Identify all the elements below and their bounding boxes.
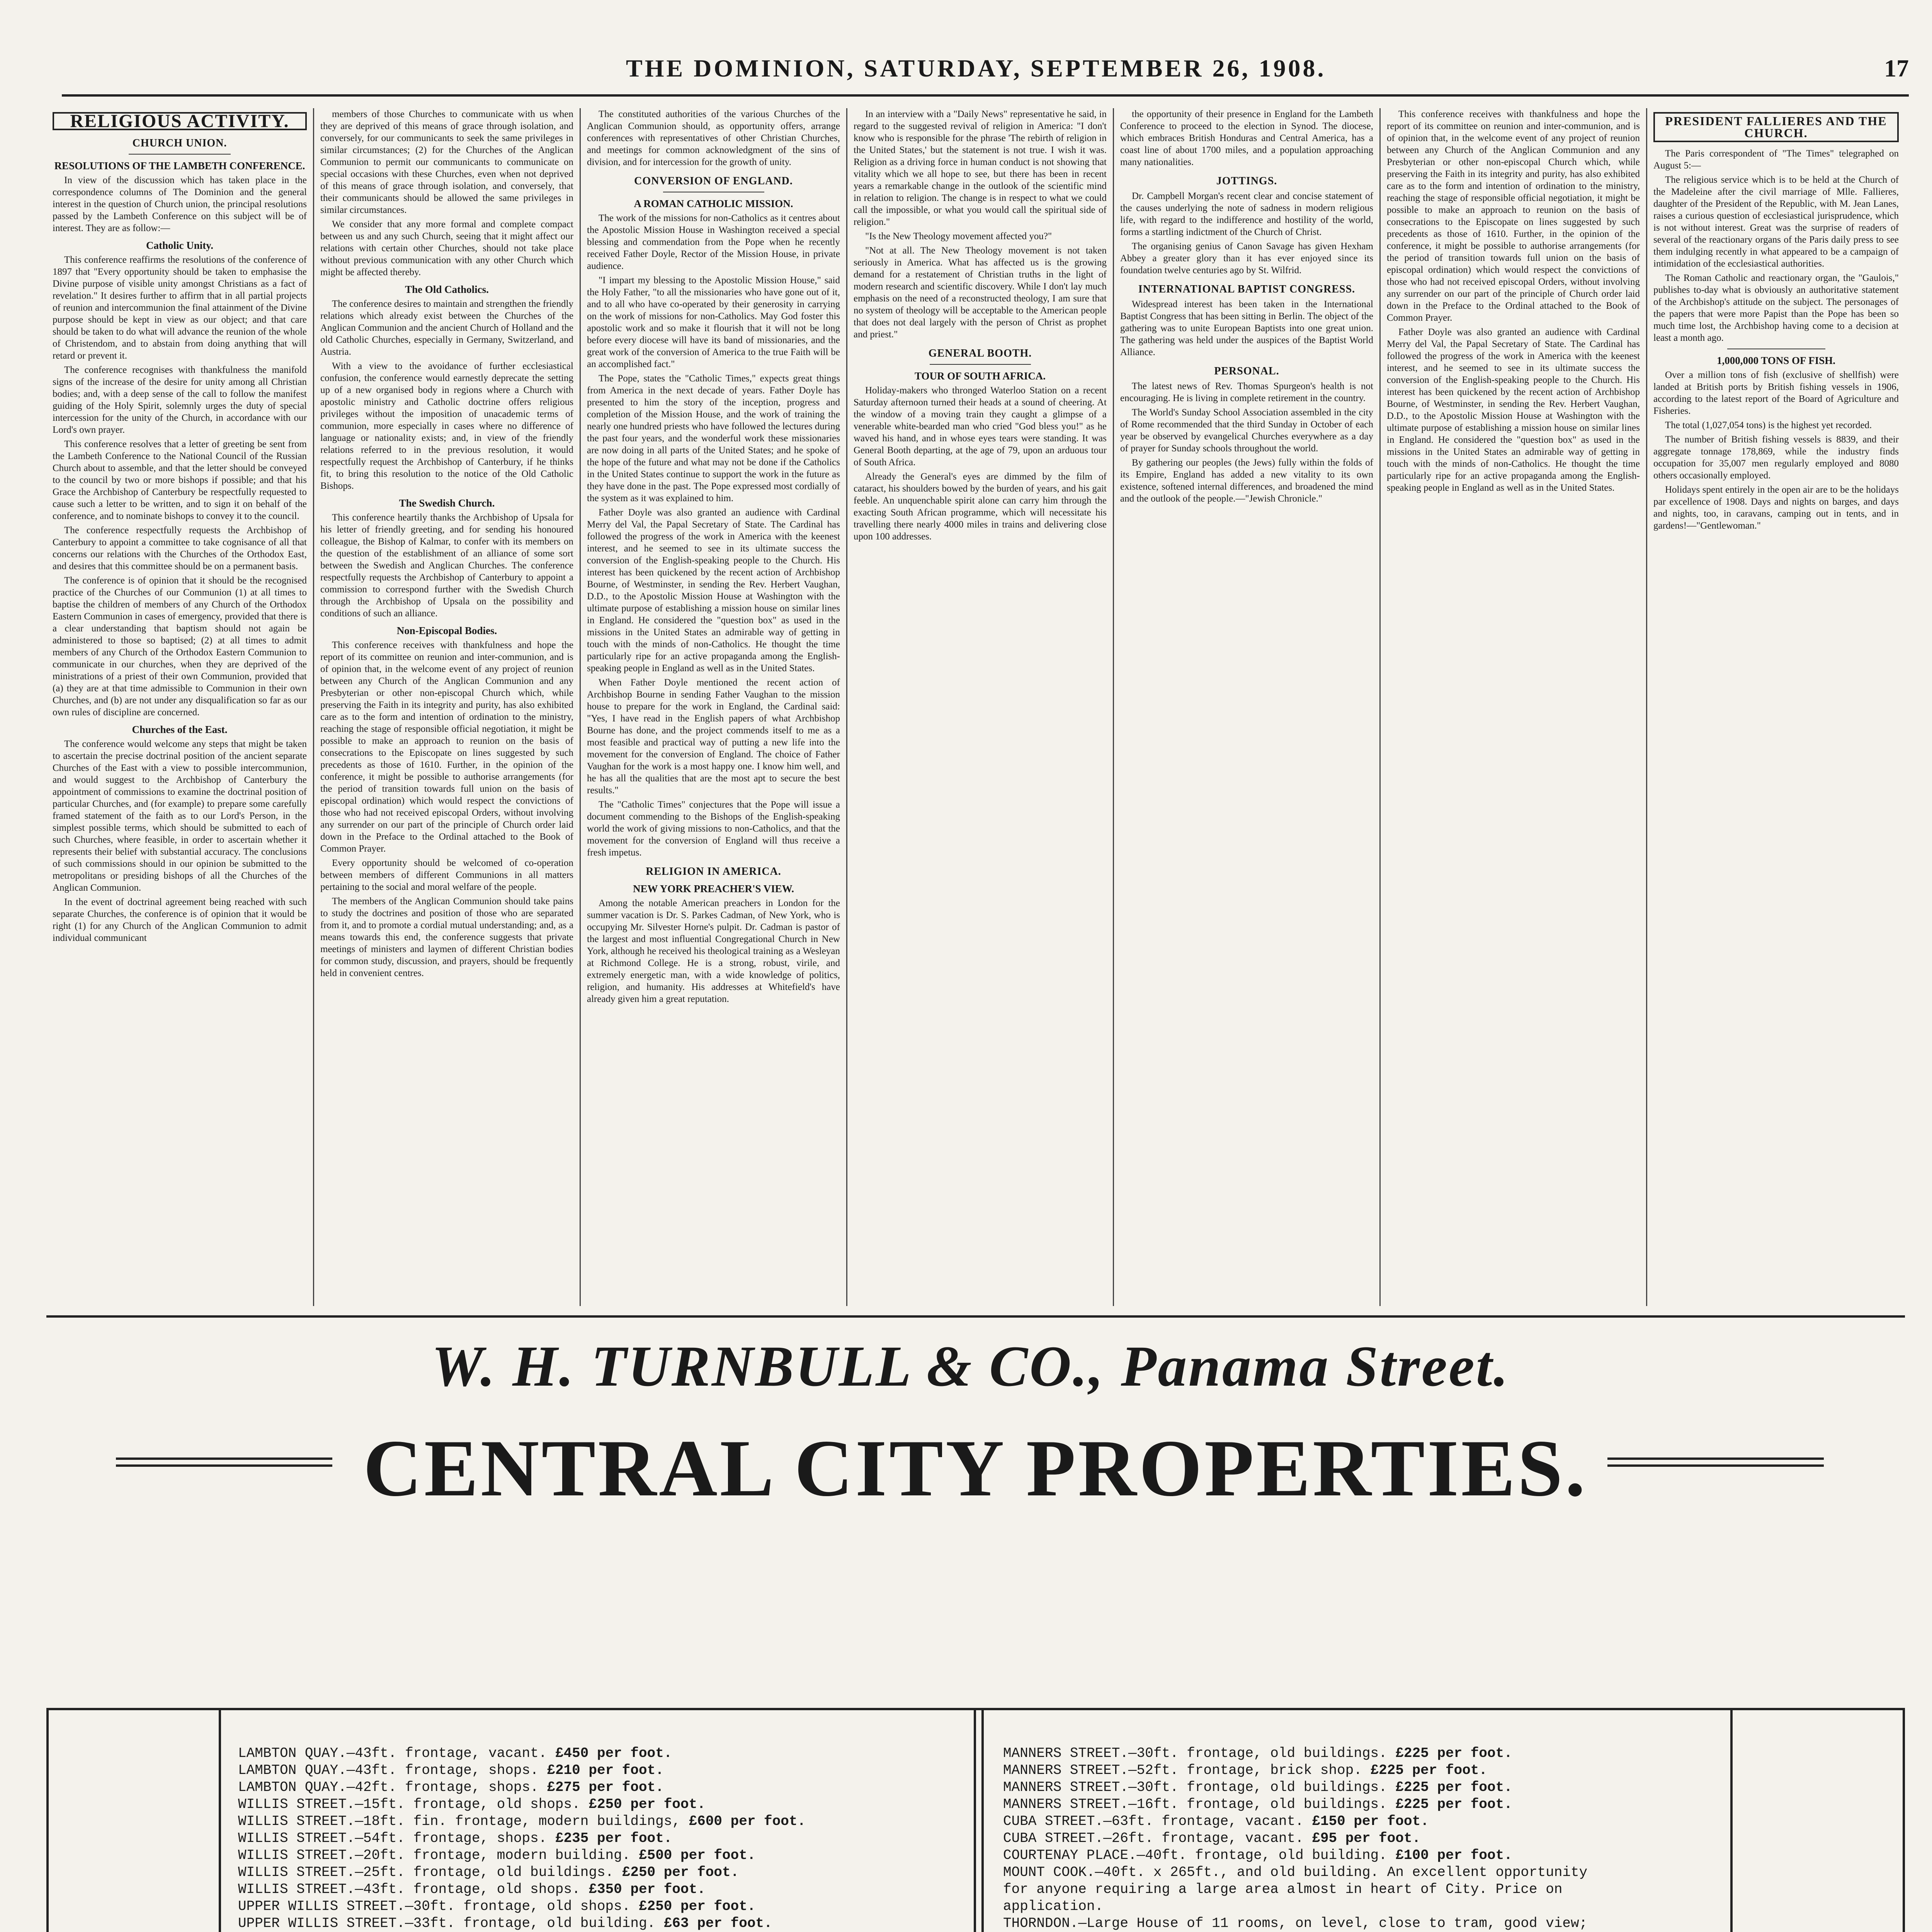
property-price: £225 per foot. <box>1395 1745 1512 1761</box>
subhead: Catholic Unity. <box>146 240 213 251</box>
decorative-divider <box>974 1710 976 1932</box>
page-number: 17 <box>1884 54 1909 82</box>
property-price: £225 per foot. <box>1395 1779 1512 1795</box>
subhead: Churches of the East. <box>132 724 228 735</box>
property-location: LAMBTON QUAY.—43ft. frontage, vacant. <box>238 1745 547 1761</box>
paragraph: Dr. Campbell Morgan's recent clear and concise statement of the causes underlying the note of sadness in modern religious life, with regard to the indifference and hostility of the world, forms a startling indictment of the Church of Christ. <box>1120 191 1373 237</box>
property-row <box>238 1915 806 1932</box>
property-row <box>1003 1813 1587 1830</box>
paragraph: With a view to the avoidance of further ecclesiastical confusion, the conference would earnestly deprecate the setting up of a new organised body in regions where a Church with apostolic ministry and Catholic doctrine offers religious privileges without the imposition of unacademic terms of communion, more especially in cases where no difference of language or nationality exists; and, in view of the friendly relations referred to in the previous resolution, it would respectfully request the Archbishop of Canterbury, if he thinks fit, to bring this resolution to the notice of the Old Catholic Bishops. <box>320 361 573 491</box>
paragraph: members of those Churches to communicate with us when they are deprived of this means of grace through isolation, and conversely, for our communicants to seek the same privileges in similar circumstances; (2) for the Churches of the Anglican Communion to permit our communicants to communicate on special occasions with these Churches, even when not deprived of this means of grace through isolation, and conversely, that their communicants should be allowed the same privileges in similar circumstances. <box>320 109 573 215</box>
property-price: £100 per foot. <box>1395 1847 1512 1863</box>
paragraph: In view of the discussion which has taken place in the correspondence columns of The Dominion and the general interest in the question of Church union, the principal resolutions passed by the Lambeth Conference on this subject will be of interest. They are as follow:— <box>53 175 307 233</box>
property-price: £95 per foot. <box>1312 1830 1421 1846</box>
subhead: PERSONAL. <box>1214 365 1279 377</box>
paragraph: Among the notable American preachers in London for the summer vacation is Dr. S. Parkes Cadman, of New York, who is occupying Mr. Silvester Horne's pulpit. Dr. Cadman is pastor of the largest and most influential Congregational Church in New York, although he received his theological training as a Wesleyan at Richmond College. He is a strong, robust, virile, and extremely energetic man, with a wide knowledge of politics, religion, and humanity. His addresses at Whitefield's have already given him a great reputation. <box>587 898 840 1004</box>
property-location: MANNERS STREET.—52ft. frontage, brick shop. <box>1003 1762 1362 1778</box>
paragraph: When Father Doyle mentioned the recent action of Archbishop Bourne in sending Father Vaughan to the mission house to prepare for the work in England, the Cardinal said: "Yes, I have read in the English papers of what Archbishop Bourne has done, and the project commends itself to me as a most feasible and practical way of putting a new life into the movement for the conversion of England. The choice of Father Vaughan for the work is a most happy one. I know him well, and he has all the qualities that are the most apt to secure the best results." <box>587 677 840 796</box>
property-row <box>1003 1915 1587 1932</box>
property-price: £250 per foot. <box>638 1898 756 1914</box>
property-row <box>1003 1864 1587 1881</box>
central-city-header <box>116 1422 1824 1513</box>
property-price: £350 per foot. <box>588 1881 706 1897</box>
property-row <box>1003 1830 1587 1847</box>
column-2 <box>313 108 580 1306</box>
subhead: 1,000,000 TONS OF FISH. <box>1716 355 1836 366</box>
column-5 <box>1113 108 1379 1306</box>
decorative-divider <box>219 1710 221 1932</box>
paragraph: The Pope, states the "Catholic Times," expects great things from America in the next decade of years. Father Doyle has presented to him the story of the inception, progress and completion of the Mission House, and the work of training the nearly one hundred priests who have followed the lectures during the past four years, and the wonderful work these missionaries are now doing in all parts of the United States; and he spoke of the hope of the future and what may not be done if the Catholics in the United States continue to support the work in the future as they have done in the past. The Pope expressed most cordially of the system as it was explained to him. <box>587 373 840 503</box>
paragraph: The members of the Anglican Communion should take pains to study the doctrines and position of those who are separated from it, and to promote a cordial mutual understanding; and, as a means towards this end, the conference suggests that private meetings of ministers and laymen of different Christian bodies for common study, discussion, and prayers, should be frequently held in convenient centres. <box>320 896 573 978</box>
paragraph: In an interview with a "Daily News" representative he said, in regard to the suggested revival of religion in America: "I don't know who is responsible for the phrase 'The rebirth of religion in the United States,' but the statement is not true. I wish it was. Religion as a driving force in human conduct is not showing that vitality which we all hope to see, but there has been in recent years a remarkable change in the outlook of the scientific mind in relation to religion. The change is in respect to what we could call the impossible, or what you would call the spiritual side of religion." <box>854 109 1107 227</box>
advertiser-banner: W. H. TURNBULL & CO., Panama Street. <box>432 1334 1510 1398</box>
property-price: £450 per foot. <box>555 1745 672 1761</box>
paragraph: We consider that any more formal and complete compact between us and any such Church, seeing that it might affect our relations with certain other Churches, should not take place without previous communication with any other Church which might be affected thereby. <box>320 219 573 277</box>
subhead: GENERAL BOOTH. <box>928 347 1032 359</box>
paragraph: This conference heartily thanks the Archbishop of Upsala for his letter of friendly greeting, and for sending his honoured colleague, the Bishop of Kalmar, to confer with its members on the question of the establishment of an alliance of some sort between the Swedish and Anglican Churches. The conference respectfully requests the Archbishop of Canterbury to appoint a commission to correspond further with the Swedish Church through the Archbishop of Upsala on the possibility and conditions of such an alliance. <box>320 512 573 619</box>
property-location: CUBA STREET.—26ft. frontage, vacant. <box>1003 1830 1304 1846</box>
property-list-box <box>46 1708 1905 1932</box>
central-city-title: CENTRAL CITY PROPERTIES. <box>363 1423 1588 1513</box>
property-row <box>1003 1881 1587 1898</box>
property-location: WILLIS STREET.—20ft. frontage, modern building. <box>238 1847 631 1863</box>
paragraph: This conference reaffirms the resolutions of the conference of 1897 that "Every opportunity should be taken to emphasise the Divine purpose of visible unity amongst Christians as a fact of revelation." It desires further to affirm that in all partial projects of reunion and intercommunion the final attainment of the Divine purpose should be kept in view as our object; and that care should be taken to do what will advance the reunion of the whole of Christendom, and to abstain from doing anything that will retard or prevent it. <box>53 255 307 361</box>
paragraph: The total (1,027,054 tons) is the highest yet recorded. <box>1665 420 1872 430</box>
property-row <box>238 1847 806 1864</box>
property-location: MOUNT COOK.—40ft. x 265ft., and old building. An excellent opportunity <box>1003 1864 1588 1880</box>
property-location: CUBA STREET.—63ft. frontage, vacant. <box>1003 1813 1304 1829</box>
property-price: £225 per foot. <box>1370 1762 1488 1778</box>
property-location: WILLIS STREET.—43ft. frontage, old shops. <box>238 1881 580 1897</box>
paragraph: The conference desires to maintain and strengthen the friendly relations which already exist between the Churches of the Anglican Communion and the ancient Church of Holland and the old Catholic Churches, especially in Germany, Switzerland, and Austria. <box>320 299 573 357</box>
paragraph: The conference would welcome any steps that might be taken to ascertain the precise doctrinal position of the ancient separate Churches of the East with a view to possible intercommunion, and would suggest to the Archbishop of Canterbury the appointment of commissions to examine the doctrinal position of particular Churches, and (for example) to prepare some carefully framed statement of the faith as to our Lord's Person, in the simplest possible terms, which should be submitted to each of such Churches, where feasible, in order to ascertain whether it represents their belief with substantial accuracy. The conclusions of such commissions should in our opinion be submitted to the metropolitans or presiding bishops of all the Churches of the Anglican Communion. <box>53 739 307 893</box>
subhead: A ROMAN CATHOLIC MISSION. <box>634 198 793 209</box>
property-price: £275 per foot. <box>547 1779 664 1795</box>
property-row <box>238 1864 806 1881</box>
paragraph: The conference is of opinion that it should be the recognised practice of the Churches of our Communion (1) at all times to baptise the children of members of any Church of the Orthodox Eastern Communion in cases of emergency, provided that there is a clear understanding that baptism should not again be administered to those so baptised; (2) at all times to admit members of any Church of the Orthodox Eastern Communion to communicate in our churches, when they are deprived of the ministrations of a priest of their own Communion, provided that (a) they are at that time admissible to Communion in their own Churches, and (b) are not under any disqualification so far as our own rules of discipline are concerned. <box>53 575 307 718</box>
paragraph: The Roman Catholic and reactionary organ, the "Gaulois," publishes to-day what is obviously an authoritative statement of the Archbishop's attitude on the subject. The personages of the papers that were more Papist than the Pope has been so much time lost, the Archbishop having come to a decision at least a month ago. <box>1653 273 1899 343</box>
news-columns <box>46 100 1905 1318</box>
property-location: WILLIS STREET.—15ft. frontage, old shops. <box>238 1796 580 1812</box>
property-price: £250 per foot. <box>588 1796 706 1812</box>
paragraph: The number of British fishing vessels is 8839, and their aggregate tonnage 178,869, while the industry finds occupation for 35,007 men regularly employed and 8080 others occasionally employed. <box>1653 434 1899 481</box>
paragraph: In the event of doctrinal agreement being reached with such separate Churches, the conference is of opinion that it would be right (1) for any Church of the Anglican Communion to admit individual communicant <box>53 897 307 943</box>
property-location: UPPER WILLIS STREET.—30ft. frontage, old shops. <box>238 1898 631 1914</box>
subhead: NEW YORK PREACHER'S VIEW. <box>633 883 794 895</box>
property-row <box>1003 1762 1587 1779</box>
property-row <box>238 1779 806 1796</box>
paragraph: The Paris correspondent of "The Times" telegraphed on August 5:— <box>1653 148 1899 171</box>
property-price: £250 per foot. <box>622 1864 739 1880</box>
property-row <box>238 1796 806 1813</box>
property-location: COURTENAY PLACE.—40ft. frontage, old building. <box>1003 1847 1387 1863</box>
property-row <box>238 1881 806 1898</box>
property-row <box>238 1813 806 1830</box>
property-row <box>1003 1779 1587 1796</box>
paragraph: The organising genius of Canon Savage has given Hexham Abbey a greater glory than it has ever enjoyed since its foundation twelve centuries ago by St. Wilfrid. <box>1120 241 1373 276</box>
subhead: RESOLUTIONS OF THE LAMBETH CONFERENCE. <box>54 160 305 172</box>
subhead: Non-Episcopal Bodies. <box>396 625 497 636</box>
property-row <box>238 1830 806 1847</box>
property-location: for anyone requiring a large area almost in heart of City. Price on <box>1003 1881 1563 1897</box>
property-price: £235 per foot. <box>555 1830 672 1846</box>
subhead: The Old Catholics. <box>405 284 489 295</box>
property-price: £63 per foot. <box>663 1915 772 1931</box>
decorative-divider <box>1730 1710 1733 1932</box>
property-location: MANNERS STREET.—30ft. frontage, old buildings. <box>1003 1779 1387 1795</box>
property-row <box>1003 1796 1587 1813</box>
property-price: £150 per foot. <box>1312 1813 1429 1829</box>
paragraph: "I impart my blessing to the Apostolic Mission House," said the Holy Father, "to all the missionaries who have gone out of it, and to all who have co-operated by their generosity in carrying on the work of missions for non-Catholics. May God foster this apostolic work and so make it flourish that it will not be long before every diocese will have its band of missionaries, and the great work of the conversion of America to the true Faith will be an accomplished fact." <box>587 275 840 369</box>
decorative-divider <box>981 1710 984 1932</box>
paragraph: The conference recognises with thankfulness the manifold signs of the increase of the desire for unity among all Christian bodies; and, with a deep sense of the call to follow the manifest guiding of the Holy Spirit, solemnly urges the duty of special intercession for the unity of the Church, in accordance with our Lord's own prayer. <box>53 365 307 435</box>
property-location: WILLIS STREET.—25ft. frontage, old buildings. <box>238 1864 614 1880</box>
property-location: THORNDON.—Large House of 11 rooms, on level, close to tram, good view; <box>1003 1915 1588 1931</box>
property-row <box>238 1745 806 1762</box>
subhead: RELIGION IN AMERICA. <box>646 866 781 878</box>
masthead <box>62 54 1909 97</box>
property-location: UPPER WILLIS STREET.—33ft. frontage, old building. <box>238 1915 656 1931</box>
property-price: £225 per foot. <box>1395 1796 1512 1812</box>
property-location: WILLIS STREET.—54ft. frontage, shops. <box>238 1830 547 1846</box>
paragraph: The conference respectfully requests the Archbishop of Canterbury to appoint a committee to take cognisance of all that concerns our relations with the Churches of the Orthodox East, and desires that this committee should be on a permanent basis. <box>53 525 307 571</box>
section-title-box: RELIGIOUS ACTIVITY. <box>53 112 307 130</box>
property-row <box>1003 1847 1587 1864</box>
property-list-right <box>1003 1745 1587 1932</box>
column-7 <box>1646 108 1905 1306</box>
property-price: £210 per foot. <box>547 1762 664 1778</box>
paragraph: "Not at all. The New Theology movement is not taken seriously in America. What has affected us is the growing demand for a restatement of Christian truths in the light of modern research and scientific discovery. While I don't lay much emphasis on the need of a reconstructed theology, I am sure that no system of theology will be acceptable to the American people that does not deal largely with the person of Christ as prophet and priest." <box>854 245 1107 340</box>
paragraph: Father Doyle was also granted an audience with Cardinal Merry del Val, the Papal Secretary of State. The Cardinal has followed the progress of the work in America with the keenest interest, and he seemed to see in its ultimate success the conversion of the English-speaking people to the Church. His interest has been quickened by the recent action of Archbishop Bourne, of Westminster, in sending the Rev. Herbert Vaughan, D.D., to the Apostolic Mission House at Washington with the ultimate purpose of establishing a mission house on similar lines in England. He considered the "question box" as used in the missions in the United States an admirable way of getting in touch with the minds of non-Catholics. He thought the time particularly ripe for an active propaganda among the English-speaking people in England as well as in the United States. <box>587 507 840 673</box>
property-list-left <box>238 1745 806 1932</box>
property-price: £600 per foot. <box>689 1813 806 1829</box>
property-row <box>238 1762 806 1779</box>
paragraph: This conference receives with thankfulness and hope the report of its committee on reunion and inter-communion, and is of opinion that, in the welcome event of any project of reunion between any Church of the Anglican Communion and any Presbyterian or other non-episcopal Church which, while preserving the Faith in its integrity and purity, has also exhibited care as to the form and intention of ordination to the ministry, reaching the stage of responsible official negotiation, it might be possible to make an approach to reunion on the basis of consecrations to the Episcopate on lines suggested by such precedents as those of 1610. Further, in the opinion of the conference, it might be possible to authorise arrangements (for the period of transition towards full union on the basis of episcopal ordination) which would respect the convictions of those who had not received episcopal Orders, without involving any surrender on our part of the principle of Church order laid down in the Preface to the Ordinal attached to the Book of Common Prayer. <box>320 640 573 854</box>
subhead: TOUR OF SOUTH AFRICA. <box>914 370 1046 382</box>
property-location: MANNERS STREET.—16ft. frontage, old buildings. <box>1003 1796 1387 1812</box>
property-location: LAMBTON QUAY.—43ft. frontage, shops. <box>238 1762 539 1778</box>
property-row <box>1003 1898 1587 1915</box>
property-row <box>238 1898 806 1915</box>
property-price: £500 per foot. <box>638 1847 756 1863</box>
section-title-box: PRESIDENT FALLIERES AND THE CHURCH. <box>1653 112 1899 142</box>
paragraph: The "Catholic Times" conjectures that the Pope will issue a document commending to the Bishops of the English-speaking world the work of giving missions to non-Catholics, and that the movement for the conversion of England will thus receive a fresh impetus. <box>587 799 840 858</box>
paragraph: Already the General's eyes are dimmed by the film of cataract, his shoulders bowed by the burden of years, and his gait feeble. An unquenchable spirit alone can carry him through the exacting South African programme, which will necessitate his travelling there nearly 4000 miles in trains and delivering close upon 100 addresses. <box>854 471 1107 542</box>
paragraph: Over a million tons of fish (exclusive of shellfish) were landed at British ports by British fishing vessels in 1906, according to the latest report of the Board of Agriculture and Fisheries. <box>1653 370 1899 416</box>
column-1 <box>46 108 313 1306</box>
newspaper-date-line: THE DOMINION, SATURDAY, SEPTEMBER 26, 1908. <box>626 54 1326 82</box>
paragraph: "Is the New Theology movement affected you?" <box>865 231 1052 242</box>
divider <box>930 364 1031 365</box>
subhead: CONVERSION OF ENGLAND. <box>634 175 793 187</box>
property-location: application. <box>1003 1898 1104 1914</box>
property-location: MANNERS STREET.—30ft. frontage, old buildings. <box>1003 1745 1387 1761</box>
paragraph: Holidays spent entirely in the open air are to be the holidays par excellence of 1908. Days and nights on barges, and days and nights, too, in caravans, camping out in tents, and in gardens!—"Gentlewoman." <box>1653 485 1899 531</box>
paragraph: This conference receives with thankfulness and hope the report of its committee on reunion and inter-communion, and is of opinion that, in the welcome event of any project of reunion between any Church of the Anglican Communion and any Presbyterian or other non-episcopal Church which, while preserving the Faith in its integrity and purity, has also exhibited care as to the form and intention of ordination to the ministry, reaching the stage of responsible official negotiation, it might be possible to make an approach to reunion on the basis of consecrations to the Episcopate on lines suggested by such precedents as those of 1610. Further, in the opinion of the conference, it might be possible to authorise arrangements (for the period of transition towards full union on the basis of episcopal ordination) which would respect the convictions of those who had not received episcopal Orders, without involving any surrender on our part of the principle of Church order laid down in the Preface to the Ordinal attached to the Book of Common Prayer. <box>1387 109 1640 323</box>
column-3 <box>580 108 846 1306</box>
paragraph: the opportunity of their presence in England for the Lambeth Conference to proceed to the election in Synod. The diocese, which embraces British Honduras and Central America, has a coast line of about 1700 miles, and a population approaching many nationalities. <box>1120 109 1373 167</box>
column-4 <box>846 108 1113 1306</box>
property-row <box>1003 1745 1587 1762</box>
paragraph: Widespread interest has been taken in the International Baptist Congress that has been sitting in Berlin. The object of the gathering was to unite European Baptists into one great union. The gathering was held under the auspices of the Baptist World Alliance. <box>1120 299 1373 357</box>
paragraph: The latest news of Rev. Thomas Spurgeon's health is not encouraging. He is living in complete retirement in the country. <box>1120 381 1373 403</box>
decorative-rule <box>1607 1458 1824 1467</box>
column-6 <box>1379 108 1646 1306</box>
property-location: WILLIS STREET.—18ft. fin. frontage, modern buildings, <box>238 1813 680 1829</box>
paragraph: Father Doyle was also granted an audience with Cardinal Merry del Val, the Papal Secretary of State. The Cardinal has followed the progress of the work in America with the keenest interest, and he seemed to see in its ultimate success the conversion of the English-speaking people to the Church. His interest has been quickened by the recent action of Archbishop Bourne, of Westminster, in sending the Rev. Herbert Vaughan, D.D., to the Apostolic Mission House at Washington with the ultimate purpose of establishing a mission house on similar lines in England. He considered the "question box" as used in the missions in the United States an admirable way of getting in touch with the minds of non-Catholics. He thought the time particularly ripe for an active propaganda among the English-speaking people in England as well as in the United States. <box>1387 327 1640 493</box>
subhead: CHURCH UNION. <box>132 137 227 149</box>
subhead: The Swedish Church. <box>399 497 495 509</box>
paragraph: This conference resolves that a letter of greeting be sent from the Lambeth Conference to the National Council of the Russian Church about to assemble, and that the letter should be conveyed to the council by two or more bishops if possible; and that his Grace the Archbishop of Canterbury be respectfully requested to cause such a letter to be written, and to sign it on behalf of the conference, and to nominate bishops to convey it to the council. <box>53 439 307 521</box>
paragraph: The constituted authorities of the various Churches of the Anglican Communion should, as opportunity offers, arrange conferences with representatives of other Christian Churches, and meetings for common acknowledgment of the sins of division, and for intercession for the growth of unity. <box>587 109 840 167</box>
decorative-rule <box>116 1458 332 1467</box>
paragraph: The World's Sunday School Association assembled in the city of Rome recommended that the third Sunday in October of each year be observed by evangelical Churches everywhere as a day of prayer for Sunday schools throughout the world. <box>1120 407 1373 454</box>
divider <box>129 154 230 155</box>
paragraph: Every opportunity should be welcomed of co-operation between members of different Communions in all matters pertaining to the social and moral welfare of the people. <box>320 858 573 892</box>
paragraph: By gathering our peoples (the Jews) fully within the folds of its Empire, England has added a new vitality to its own existence, softened internal differences, and broadened the mind and the outlook of the people.—"Jewish Chronicle." <box>1120 457 1373 504</box>
paragraph: Holiday-makers who thronged Waterloo Station on a recent Saturday afternoon turned their heads at a sound of cheering. At the window of a moving train they caught a glimpse of a venerable white-bearded man who cried "God bless you!" as he waved his hand, and in whose eyes tears were standing. It was General Booth departing, at the age of 79, upon an arduous tour of South Africa. <box>854 385 1107 468</box>
subhead: JOTTINGS. <box>1216 175 1277 187</box>
property-location: LAMBTON QUAY.—42ft. frontage, shops. <box>238 1779 539 1795</box>
paragraph: The religious service which is to be held at the Church of the Madeleine after the civil marriage of Mlle. Fallieres, daughter of the President of the Republic, with M. Jean Lanes, raises a curious question of ecclesiastical jurisprudence, which is not without interest. Great was the surprise of readers of several of the reactionary organs of the Paris daily press to see them indulging recently in what appeared to be a campaign of intimidation of the ecclesiastical authorities. <box>1653 175 1899 269</box>
paragraph: The work of the missions for non-Catholics as it centres about the Apostolic Mission House in Washington received a special blessing and commendation from the Pope when he recently received Father Doyle, Rector of the Mission House, in private audience. <box>587 213 840 271</box>
subhead: INTERNATIONAL BAPTIST CONGRESS. <box>1138 283 1355 295</box>
